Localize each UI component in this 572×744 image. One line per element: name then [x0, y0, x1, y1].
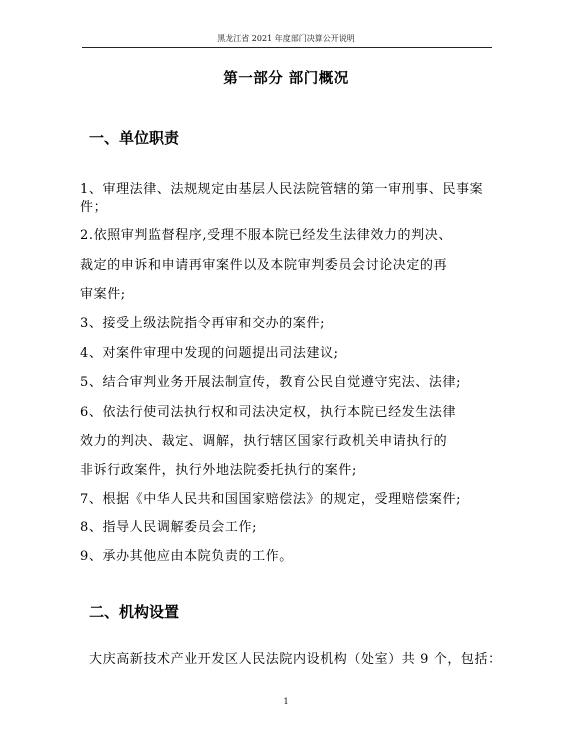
duty-line: 8、指导人民调解委员会工作; [80, 520, 258, 535]
duty-line: 1、审理法律、法规规定由基层人民法院管辖的第一审刑事、民事案 [80, 182, 484, 197]
duty-line: 审案件; [80, 287, 126, 302]
organization-intro: 大庆高新技术产业开发区人民法院内设机构（处室）共 9 个，包括： [89, 652, 502, 667]
page-number: 1 [283, 697, 289, 706]
duty-line: 9、承办其他应由本院负责的工作。 [80, 549, 293, 564]
duty-line: 2.依照审判监督程序,受理不服本院已经发生法律效力的判决、 [80, 228, 452, 243]
duty-line: 7、根据《中华人民共和国国家赔偿法》的规定，受理赔偿案件; [80, 492, 462, 507]
section-title-duties: 一、单位职责 [89, 129, 180, 147]
duty-line: 非诉行政案件，执行外地法院委托执行的案件; [80, 463, 357, 478]
duty-line: 4、对案件审理中发现的问题提出司法建议; [80, 346, 339, 361]
duty-line: 5、结合审判业务开展法制宣传，教育公民自觉遵守宪法、法律; [80, 375, 462, 390]
duty-line: 裁定的申诉和申请再审案件以及本院审判委员会讨论决定的再 [80, 258, 448, 273]
duty-line: 3、接受上级法院指令再审和交办的案件; [80, 316, 326, 331]
duty-line: 效力的判决、裁定、调解，执行辖区国家行政机关申请执行的 [80, 434, 448, 449]
duty-line: 件； [80, 200, 108, 215]
duty-line: 6、依法行使司法执行权和司法决定权，执行本院已经发生法律 [80, 405, 457, 420]
running-header: 黑龙江省 2021 年度部门决算公开说明 [217, 34, 355, 43]
section-title-organization: 二、机构设置 [89, 603, 180, 621]
part-title: 第一部分 部门概况 [223, 71, 349, 87]
header-rule [82, 47, 492, 48]
